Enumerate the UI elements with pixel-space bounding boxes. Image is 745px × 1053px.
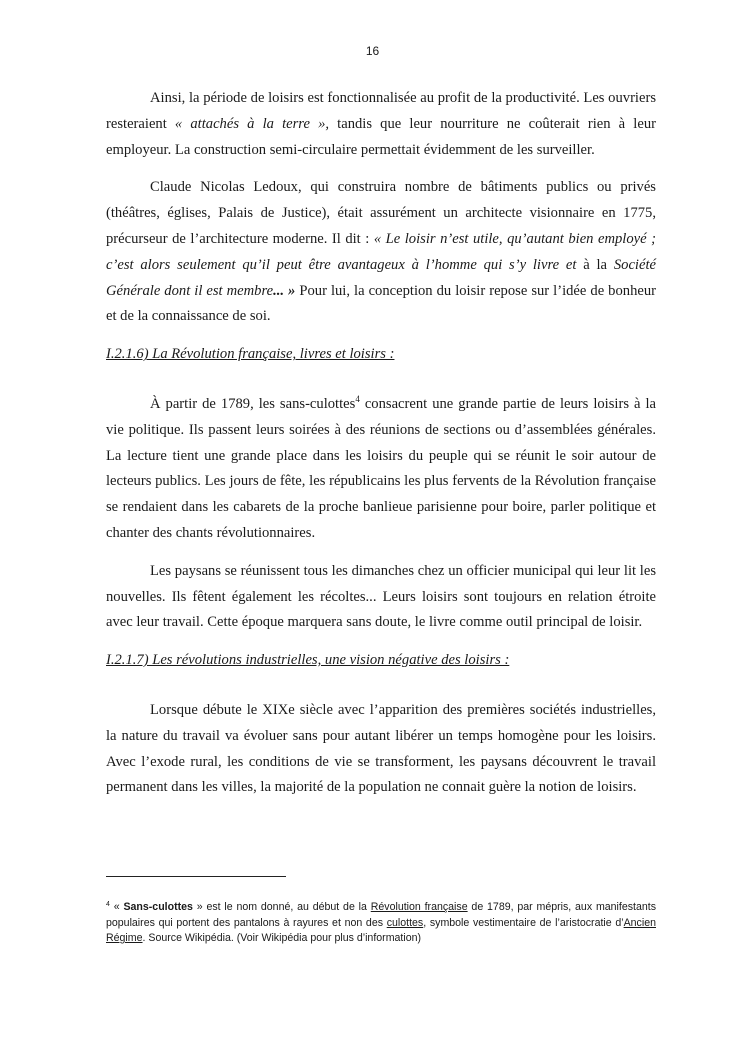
footnote-text: , symbole vestimentaire de l’aristocratie d’ [423,916,624,929]
paragraph-text: tandis que leur nourriture ne coûterait rien à leur employeur. La construction semi-circulaire permettait évidemment de les surveiller. [106,115,656,158]
footnote-text: « [109,901,124,913]
footnote-number: 4 [106,901,110,908]
quote-end: ... » [273,282,296,299]
paragraph-text: à la [576,256,614,273]
section-heading-1-2-1-7: I.2.1.7) Les révolutions industrielles, une vision négative des loisirs : [106,652,510,669]
paragraph-text: Claude Nicolas Ledoux, qui construira nombre de bâtiments publics ou privés (théâtres, églises, Palais de Justice), était assurément un architecte visionnaire en 1775, précurseur de l’architecture moderne. Il dit : [106,179,656,247]
footnote-text: » est le nom donné, au début de la [192,901,371,913]
paragraph-text: À partir de 1789, les sans-culottes [150,395,356,412]
section-heading-1-2-1-6: I.2.1.6) La Révolution française, livres et loisirs : [106,346,395,363]
footnote-separator [106,876,286,877]
paragraph-5: Lorsque débute le XIXe siècle avec l’apparition des premières sociétés industrielles, la nature du travail va évoluer sans pour autant libérer un temps homogène pour les loisirs. Avec l’exode rural, les conditions de vie se transforment, les paysans découvrent le travail permanent dans les villes, la majorité de la population ne connait guère la notion de loisirs. [106,701,656,796]
footnote-ref: 4 [355,393,360,404]
paragraph-text: Ainsi, la période de loisirs est fonctionnalisée au profit de la productivité. Les ouvriers resteraient [106,90,656,132]
paragraph-2 [106,175,656,330]
quote-text: « Le loisir n’est utile, qu’autant bien employé ; c’est alors seulement qu’il peut être avantageux à l’homme qui s’y livre et [106,230,656,273]
footnote-link-culottes[interactable]: culottes [386,916,424,929]
paragraph-text: consacrent une grande partie de leurs loisirs à la vie politique. Ils passent leurs soirées à des réunions de sections ou d’assemblées générales. La lecture tient une grande place dans les loisirs du peuple qui se réunit le soir autour de lecteurs publics. Les jours de fête, les républicains les plus fervents de la Révolution française se rendaient dans les cabarets de la proche banlieue parisienne pour boire, parler politique et chanter des chants révolutionnaires. [106,395,656,541]
footnote-text: de 1789, par mépris, aux manifestants populaires qui portent des pantalons à rayures et non des [106,901,657,929]
footnote-term: Sans-culottes [123,901,193,913]
footnote-link-ancien-regime[interactable]: Ancien Régime [106,916,656,945]
quote-text: Société Générale dont il est membre [106,256,656,299]
paragraph-1 [106,86,656,163]
paragraph-text: Pour lui, la conception du loisir repose sur l’idée de bonheur et de la connaissance de soi. [106,282,657,325]
paragraph-4: Les paysans se réunissent tous les dimanches chez un officier municipal qui leur lit les nouvelles. Ils fêtent également les récoltes... Leurs loisirs sont toujours en relation étroite avec leur travail. Cette époque marquera sans doute, le livre comme outil principal de loisir. [106,562,656,631]
footnote-text: . Source Wikipédia. (Voir Wikipédia pour plus d’information) [142,932,422,945]
footnote [106,900,656,947]
quote-text: « attachés à la terre », [174,115,330,132]
page-number: 16 [365,44,380,58]
main-text [106,86,656,801]
footnote-link-revolution[interactable]: Révolution française [370,901,468,913]
paragraph-3 [106,392,656,547]
